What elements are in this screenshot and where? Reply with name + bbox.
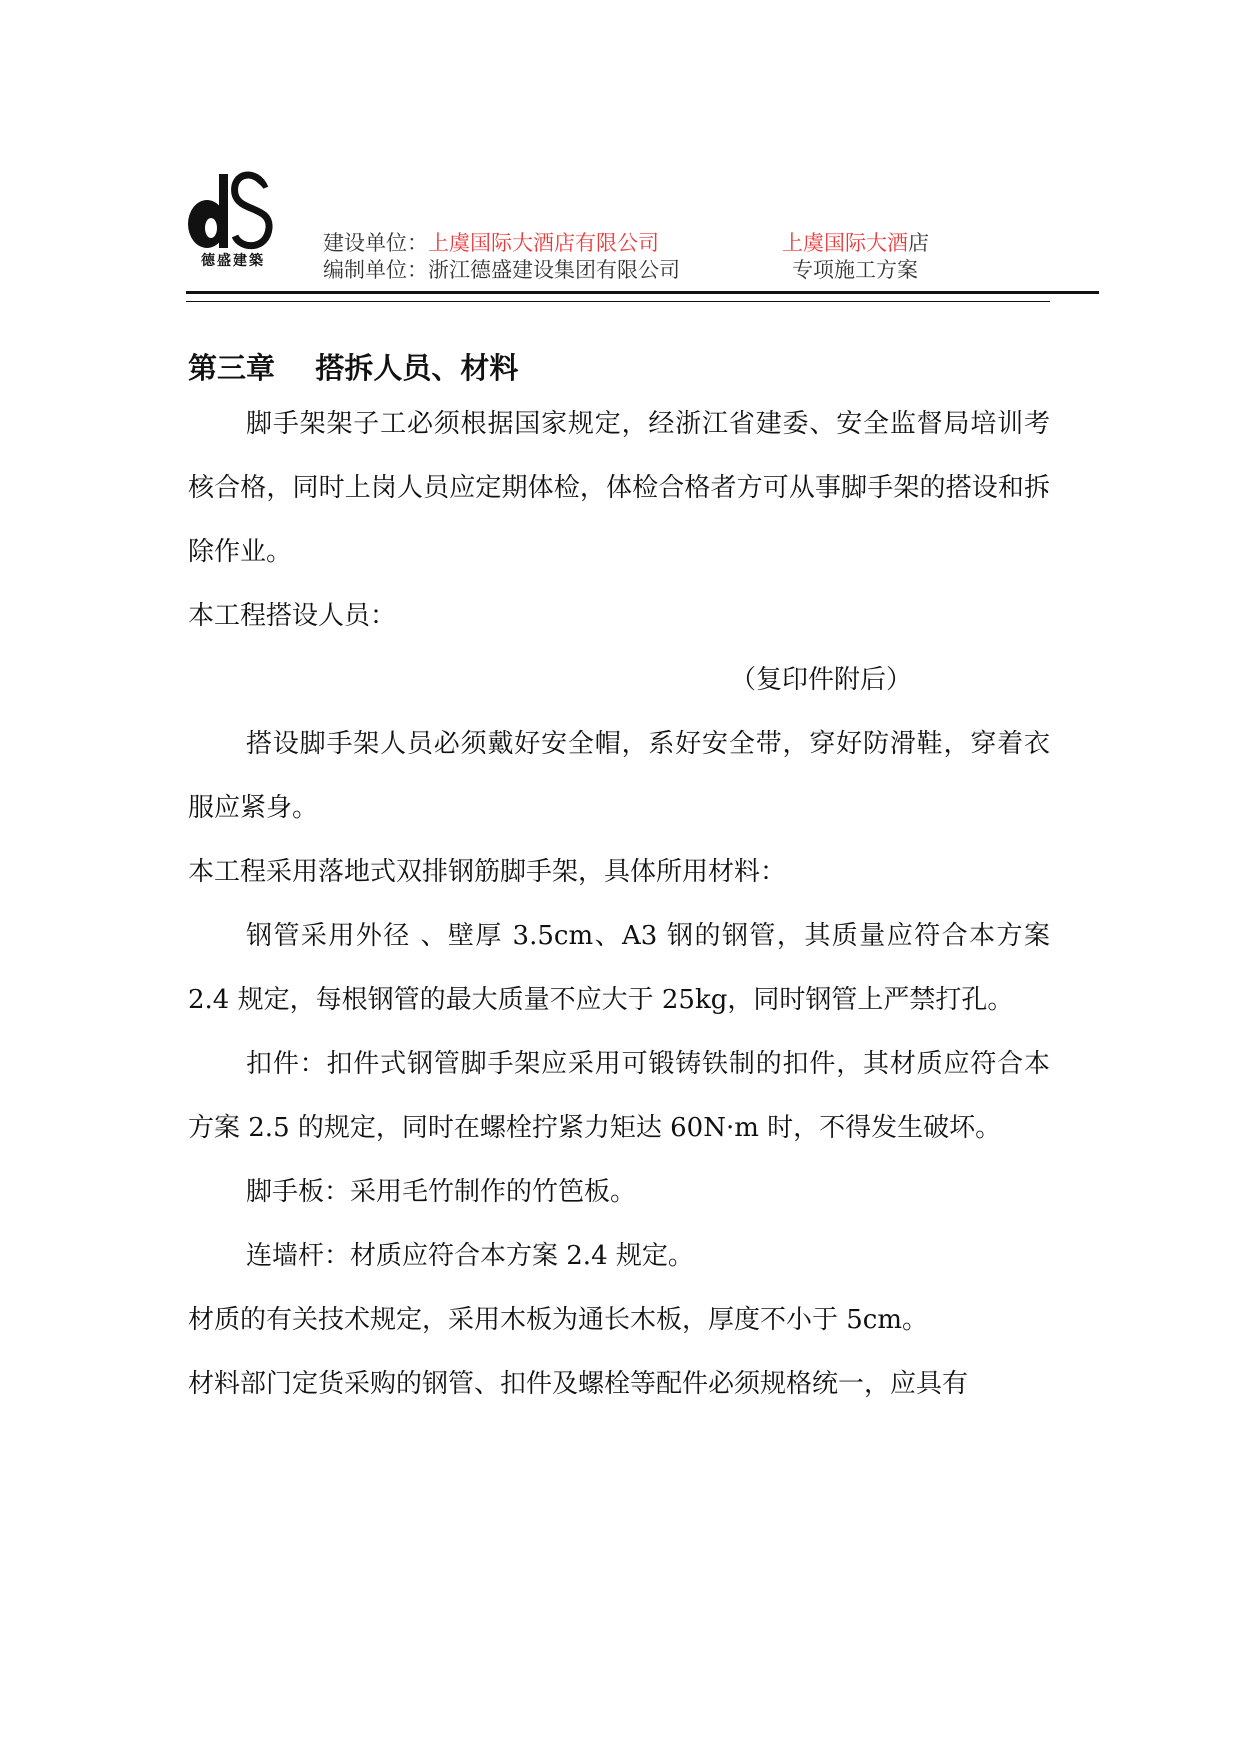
paragraph-steel-pipe: 钢管采用外径 、壁厚 3.5cm、A3 钢的钢管，其质量应符合本方案 2.4 规定，每根钢管的最大质量不应大于 25kg，同时钢管上严禁打孔。 bbox=[188, 921, 1050, 1015]
project-title-red: 上虞国际大酒 bbox=[782, 231, 908, 255]
header-rule-thin bbox=[186, 301, 1050, 302]
paragraph-copy-note: （复印件附后） bbox=[729, 665, 912, 695]
paragraph-staff-heading: 本工程搭设人员： bbox=[188, 601, 397, 631]
header-rule-thick bbox=[186, 291, 1099, 294]
paragraph-safety-gear: 搭设脚手架人员必须戴好安全帽，系好安全带，穿好防滑鞋，穿着衣服应紧身。 bbox=[188, 729, 1050, 823]
compiler-value: 浙江德盛建设集团有限公司 bbox=[428, 258, 680, 282]
paragraph-qualification: 脚手架架子工必须根据国家规定，经浙江省建委、安全监督局培训考核合格，同时上岗人员应定期体检，体检合格者方可从事脚手架的搭设和拆除作业。 bbox=[188, 409, 1050, 567]
compiler-line bbox=[323, 257, 680, 283]
paragraph-materials-heading: 本工程采用落地式双排钢筋脚手架，具体所用材料： bbox=[188, 857, 787, 887]
document-body bbox=[188, 348, 1050, 1416]
project-title bbox=[782, 230, 929, 256]
project-title-tail: 店 bbox=[908, 231, 929, 255]
company-logo bbox=[185, 168, 281, 268]
paragraph-wall-tie: 连墙杆：材质应符合本方案 2.4 规定。 bbox=[246, 1241, 694, 1271]
paragraph-procurement: 材料部门定货采购的钢管、扣件及螺栓等配件必须规格统一，应具有 bbox=[188, 1369, 969, 1399]
logo-caption: 德盛建築 bbox=[201, 253, 265, 269]
compiler-label: 编制单位： bbox=[323, 258, 428, 282]
paragraph-timber-board: 材质的有关技术规定，采用木板为通长木板，厚度不小于 5cm。 bbox=[188, 1305, 929, 1335]
paragraph-scaffold-board: 脚手板：采用毛竹制作的竹笆板。 bbox=[246, 1177, 637, 1207]
ds-logo-icon bbox=[185, 168, 281, 252]
chapter-title: 第三章 搭拆人员、材料 bbox=[188, 351, 519, 385]
doc-type: 专项施工方案 bbox=[792, 258, 918, 282]
owner-label: 建设单位： bbox=[323, 231, 428, 255]
paragraph-couplers: 扣件：扣件式钢管脚手架应采用可锻铸铁制的扣件，其材质应符合本方案 2.5 的规定，同时在螺栓拧紧力矩达 60N·m 时，不得发生破坏。 bbox=[188, 1049, 1050, 1143]
owner-value: 上虞国际大酒店有限公司 bbox=[428, 231, 659, 255]
owner-line bbox=[323, 230, 659, 256]
